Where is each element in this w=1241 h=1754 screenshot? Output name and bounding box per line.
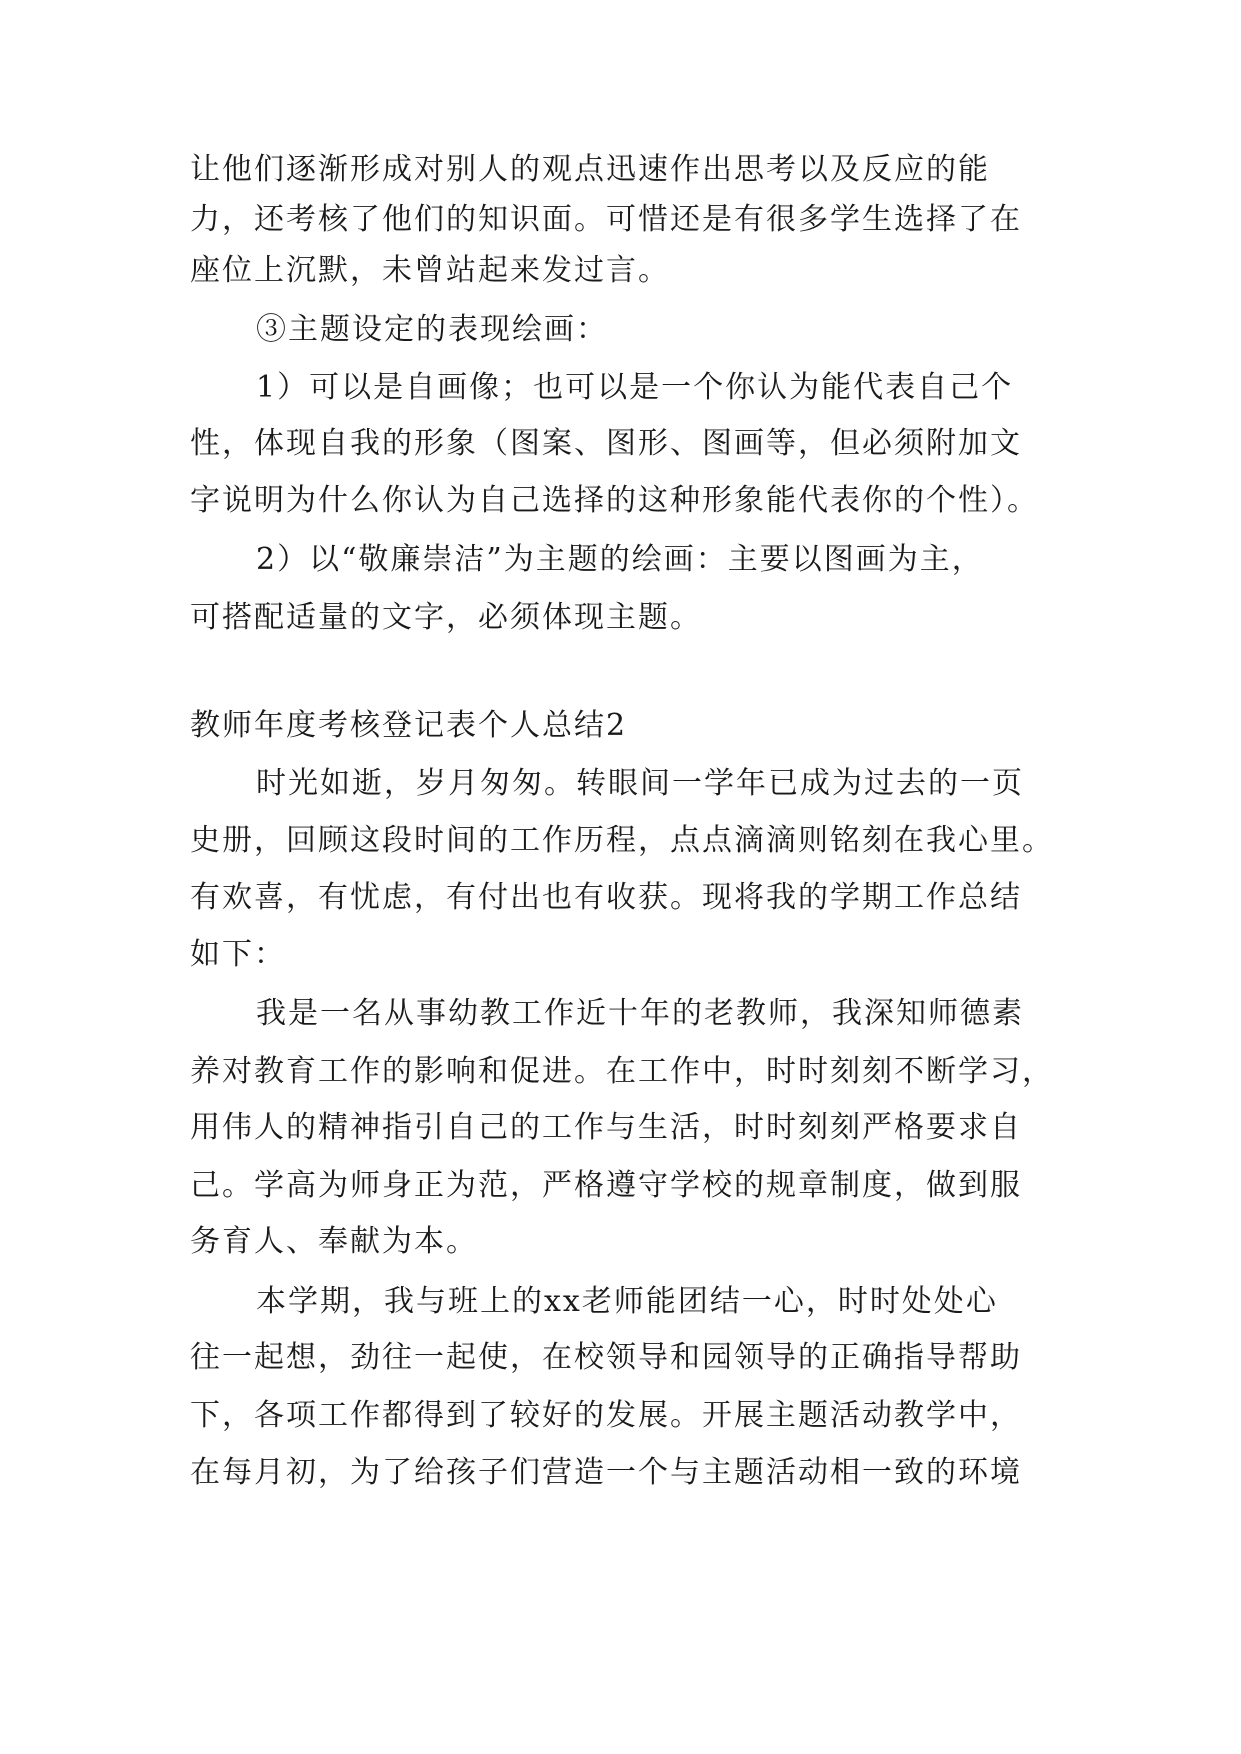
paragraph-line: 时光如逝，岁月匆匆。转眼间一学年已成为过去的一页 (256, 766, 1024, 801)
paragraph-line: 用伟人的精神指引自己的工作与生活，时时刻刻严格要求自 (190, 1110, 1022, 1145)
paragraph-line: 本学期，我与班上的xx老师能团结一心，时时处处心 (256, 1284, 998, 1319)
paragraph-line: 史册，回顾这段时间的工作历程，点点滴滴则铭刻在我心里。 (190, 823, 1054, 858)
paragraph-line: 1）可以是自画像；也可以是一个你认为能代表自己个 (256, 370, 1014, 405)
paragraph-line: 养对教育工作的影响和促进。在工作中，时时刻刻不断学习， (190, 1054, 1054, 1089)
paragraph-line: 性，体现自我的形象（图案、图形、图画等，但必须附加文 (190, 426, 1022, 461)
paragraph-line: 在每月初，为了给孩子们营造一个与主题活动相一致的环境 (190, 1455, 1022, 1490)
paragraph-line: 字说明为什么你认为自己选择的这种形象能代表你的个性）。 (190, 483, 1039, 518)
paragraph-line: 2）以“敬廉崇洁”为主题的绘画：主要以图画为主， (256, 542, 984, 577)
paragraph-line: 座位上沉默，未曾站起来发过言。 (190, 253, 670, 288)
paragraph-line: 己。学高为师身正为范，严格遵守学校的规章制度，做到服 (190, 1168, 1022, 1203)
section-heading: 教师年度考核登记表个人总结2 (190, 708, 628, 743)
paragraph-line: 下，各项工作都得到了较好的发展。开展主题活动教学中， (190, 1398, 1022, 1433)
paragraph-line: 力，还考核了他们的知识面。可惜还是有很多学生选择了在 (190, 202, 1022, 237)
paragraph-line: 往一起想，劲往一起使，在校领导和园领导的正确指导帮助 (190, 1340, 1022, 1375)
paragraph-line: 让他们逐渐形成对别人的观点迅速作出思考以及反应的能 (190, 152, 990, 187)
paragraph-line: 如下： (190, 937, 286, 972)
paragraph-line: ③主题设定的表现绘画： (256, 312, 608, 347)
paragraph-line: 可搭配适量的文字，必须体现主题。 (190, 600, 702, 635)
paragraph-line: 我是一名从事幼教工作近十年的老教师，我深知师德素 (256, 996, 1024, 1031)
paragraph-line: 务育人、奉献为本。 (190, 1224, 478, 1259)
paragraph-line: 有欢喜，有忧虑，有付出也有收获。现将我的学期工作总结 (190, 880, 1022, 915)
